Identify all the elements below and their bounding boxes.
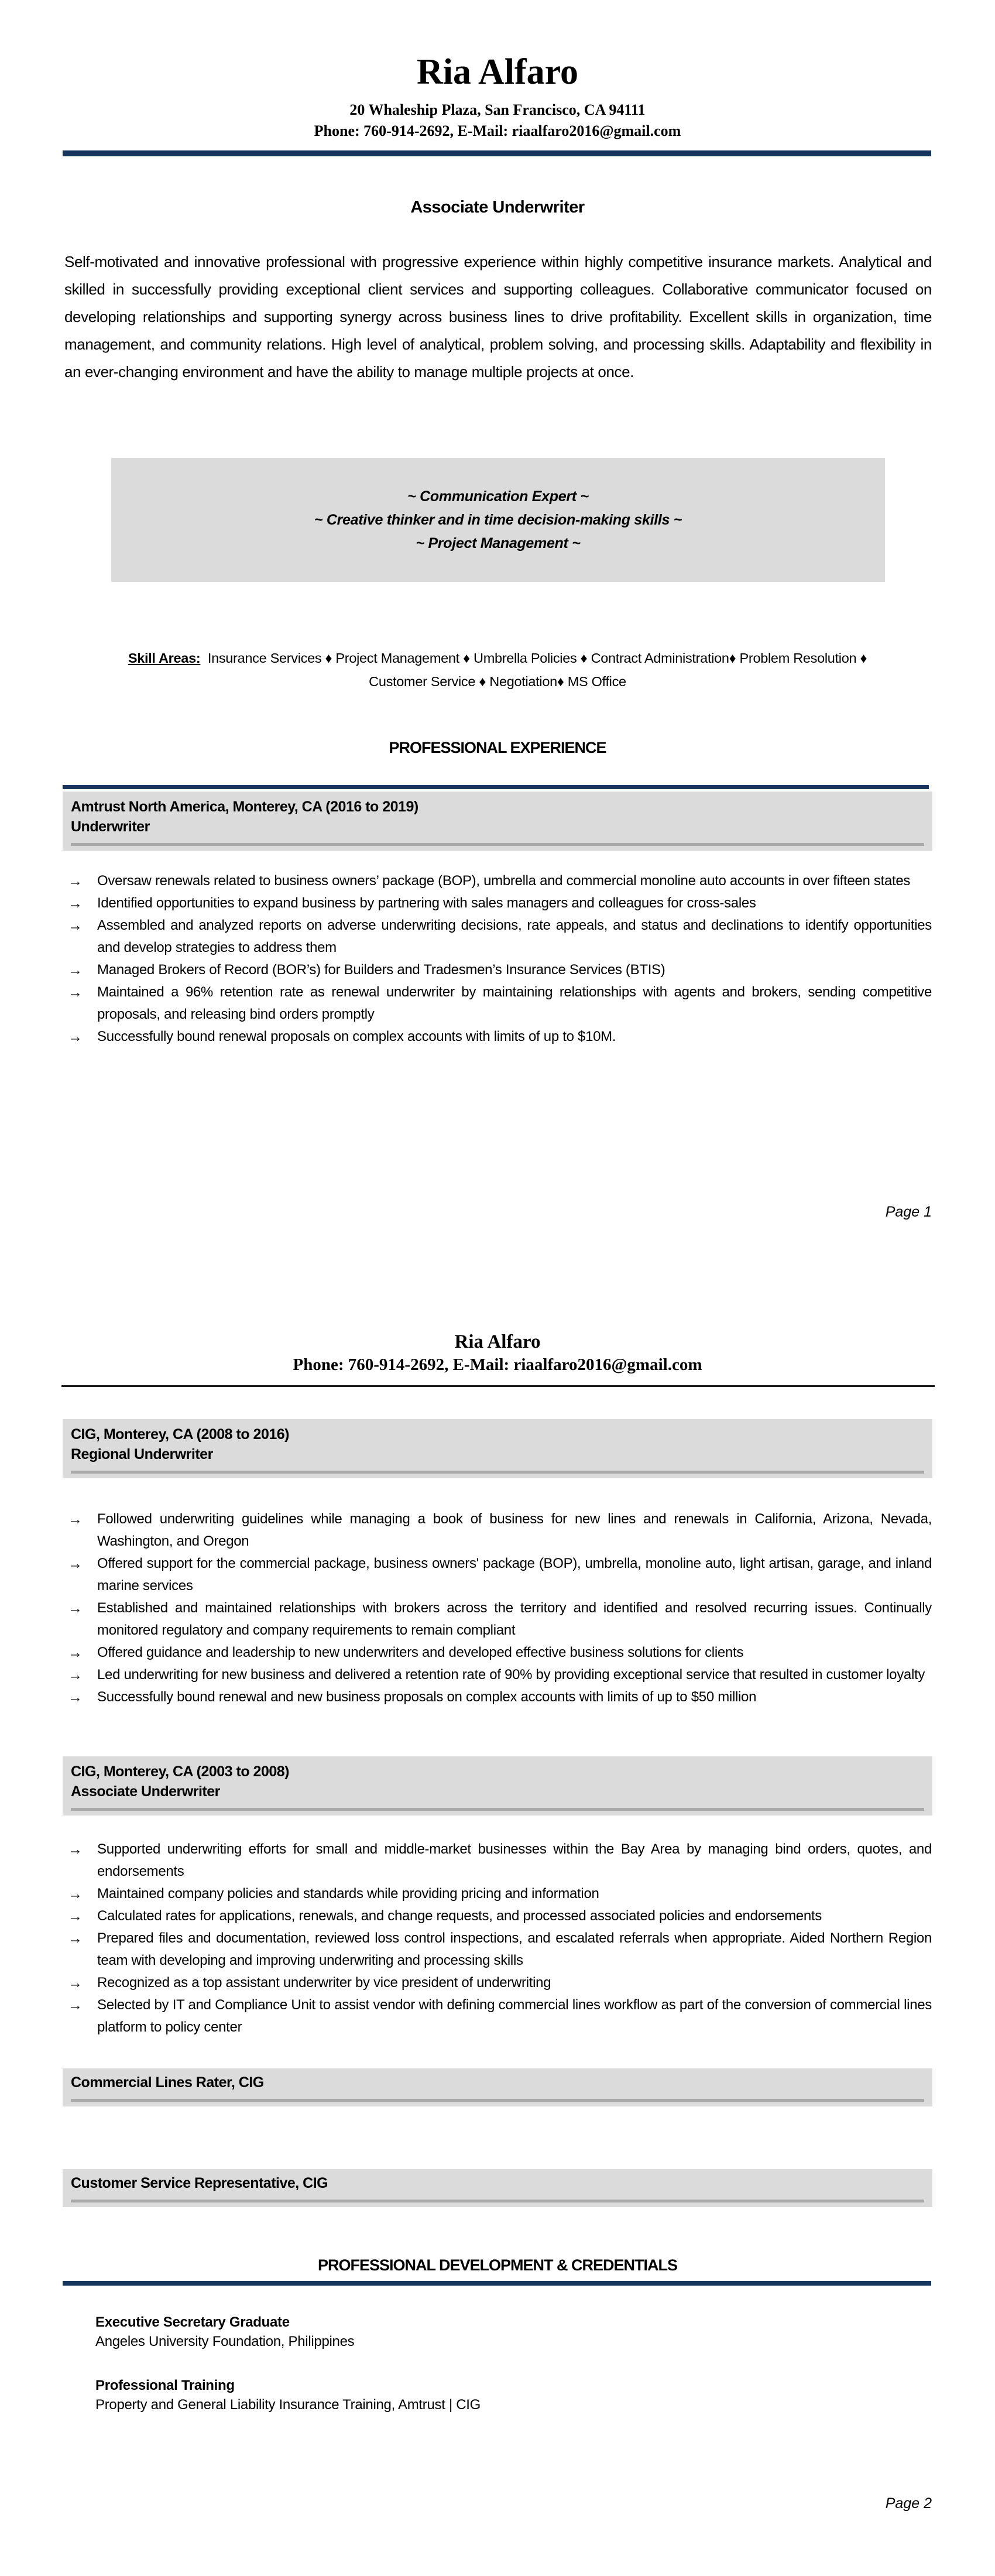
- jobbox-bottom-stripe: [71, 843, 924, 846]
- arrow-bullet-icon: →: [68, 1511, 83, 1527]
- highlight-line: ~ Communication Expert ~: [407, 488, 589, 505]
- bullet-item: [64, 870, 932, 892]
- bullet-text: Successfully bound renewal and new business proposals on complex accounts with limits of up to $50 million: [97, 1689, 757, 1705]
- arrow-bullet-icon: →: [68, 1886, 83, 1902]
- arrow-bullet-icon: →: [68, 1841, 83, 1858]
- job-header-cig-associate: [63, 1756, 932, 1815]
- page2-footer: Page 2: [885, 2495, 932, 2512]
- bullet-text: Offered guidance and leadership to new underwriters and developed effective business solutions for clients: [97, 1645, 744, 1660]
- bullet-item: [64, 1686, 932, 1708]
- job-bullets-cig-associate: [64, 1838, 932, 2039]
- arrow-bullet-icon: →: [68, 1908, 83, 1924]
- arrow-bullet-icon: →: [68, 1029, 83, 1045]
- bullet-text: Established and maintained relationships with brokers across the territory and identified and resolved recurring issues. Continually monitored regulatory and company requirements to remain compliant: [97, 1600, 932, 1638]
- bullet-item: [64, 1972, 932, 1994]
- job-bullets-amtrust: [64, 870, 932, 1048]
- page1-header: [0, 52, 995, 142]
- skill-areas: [63, 646, 932, 693]
- bullet-text: Supported underwriting efforts for small and middle-market businesses within the Bay Area by managing bind orders, quotes, and endorsements: [97, 1841, 932, 1879]
- page1-footer: Page 1: [885, 1204, 932, 1220]
- jobbox-bottom-stripe: [71, 1808, 924, 1811]
- credential-title: Professional Training: [95, 2378, 235, 2393]
- header-divider-rule: [63, 150, 931, 156]
- credential-title: Executive Secretary Graduate: [95, 2314, 290, 2330]
- highlight-line: ~ Creative thinker and in time decision-making skills ~: [314, 512, 682, 528]
- bullet-item: [64, 1838, 932, 1883]
- bullet-item: [64, 981, 932, 1026]
- jobbox-bottom-stripe: [71, 2099, 924, 2102]
- arrow-bullet-icon: →: [68, 984, 83, 1001]
- page1-address: 20 Whaleship Plaza, San Francisco, CA 94111: [349, 101, 646, 118]
- arrow-bullet-icon: →: [68, 917, 83, 934]
- arrow-bullet-icon: →: [68, 873, 83, 889]
- job-header-amtrust: [63, 792, 932, 851]
- page2-header-rule: [61, 1385, 935, 1387]
- page2-name: Ria Alfaro: [454, 1331, 541, 1352]
- bullet-text: Followed underwriting guidelines while managing a book of business for new lines and renewals in California, Arizona, Nevada, Washington, and Oregon: [97, 1511, 932, 1549]
- credential-detail: Angeles University Foundation, Philippines: [95, 2334, 355, 2349]
- credential-detail: Property and General Liability Insurance Training, Amtrust | CIG: [95, 2397, 481, 2413]
- skill-areas-line1: [63, 646, 932, 670]
- bullet-text: Successfully bound renewal proposals on complex accounts with limits of up to $10M.: [97, 1029, 616, 1044]
- spacer: [95, 2351, 915, 2376]
- bullet-item: [64, 1927, 932, 1972]
- arrow-bullet-icon: →: [68, 1689, 83, 1705]
- page2-header: [0, 1330, 995, 1376]
- bullet-item: [64, 1642, 932, 1664]
- arrow-bullet-icon: →: [68, 1975, 83, 1991]
- bullet-item: [64, 1905, 932, 1927]
- bullet-text: Managed Brokers of Record (BOR’s) for Builders and Tradesmen’s Insurance Services (BTIS): [97, 962, 665, 978]
- credentials-list: [95, 2313, 915, 2414]
- bullet-item: [64, 892, 932, 914]
- job-company: CIG, Monterey, CA (2003 to 2008): [71, 1763, 290, 1780]
- arrow-bullet-icon: →: [68, 1667, 83, 1683]
- arrow-bullet-icon: →: [68, 962, 83, 978]
- bullet-item: [64, 959, 932, 981]
- bullet-item: [64, 1508, 932, 1553]
- bullet-text: Assembled and analyzed reports on adverse underwriting decisions, rate appeals, and status and declinations to identify opportunities and develop strategies to address them: [97, 917, 932, 955]
- arrow-bullet-icon: →: [68, 895, 83, 912]
- bullet-item: [64, 1883, 932, 1905]
- job-company: Amtrust North America, Monterey, CA (2016 to 2019): [71, 799, 418, 815]
- role-title: Commercial Lines Rater, CIG: [71, 2074, 264, 2091]
- page1-name: Ria Alfaro: [416, 52, 579, 92]
- bullet-text: Calculated rates for applications, renewals, and change requests, and processed associated policies and endorsements: [97, 1908, 822, 1924]
- job-role: Regional Underwriter: [71, 1446, 213, 1462]
- page2-phone: Phone: 760-914-2692, E-Mail: riaalfaro2016@gmail.com: [293, 1355, 702, 1374]
- bullet-item: [64, 1553, 932, 1597]
- job-role: Associate Underwriter: [71, 1783, 220, 1800]
- arrow-bullet-icon: →: [68, 1997, 83, 2013]
- section-heading-experience: PROFESSIONAL EXPERIENCE: [389, 739, 606, 756]
- bullet-text: Prepared files and documentation, reviewed loss control inspections, and escalated referrals when appropriate. Aided Northern Region team with developing and improving underwriting and processing skills: [97, 1930, 932, 1968]
- bullet-text: Recognized as a top assistant underwriter by vice president of underwriting: [97, 1975, 551, 1991]
- highlights-box: [111, 458, 885, 582]
- job-bullets-cig-regional: [64, 1508, 932, 1708]
- skill-areas-label: Skill Areas:: [128, 650, 201, 666]
- bullet-item: [64, 1026, 932, 1048]
- jobbox-bottom-stripe: [71, 2200, 924, 2202]
- highlight-line: ~ Project Management ~: [416, 535, 581, 551]
- experience-divider-rule: [63, 785, 929, 789]
- bullet-item: [64, 914, 932, 959]
- bullet-item: [64, 1664, 932, 1686]
- page-title: Associate Underwriter: [410, 198, 585, 217]
- arrow-bullet-icon: →: [68, 1600, 83, 1616]
- bullet-text: Offered support for the commercial package, business owners' package (BOP), umbrella, monoline auto, light artisan, garage, and inland marine services: [97, 1556, 932, 1594]
- arrow-bullet-icon: →: [68, 1645, 83, 1661]
- arrow-bullet-icon: →: [68, 1930, 83, 1947]
- job-company: CIG, Monterey, CA (2008 to 2016): [71, 1426, 290, 1443]
- bullet-text: Selected by IT and Compliance Unit to assist vendor with defining commercial lines workflow as part of the conversion of commercial lines platform to policy center: [97, 1997, 932, 2035]
- page1-phone: Phone: 760-914-2692, E-Mail: riaalfaro2016@gmail.com: [314, 122, 681, 139]
- job-header-cig-regional: [63, 1419, 932, 1478]
- arrow-bullet-icon: →: [68, 1556, 83, 1572]
- jobbox-bottom-stripe: [71, 1471, 924, 1474]
- section-heading-credentials: PROFESSIONAL DEVELOPMENT & CREDENTIALS: [317, 2256, 678, 2274]
- skill-areas-text: Insurance Services ♦ Project Management ♦ Umbrella Policies ♦ Contract Administration♦ Problem Resolution ♦: [207, 650, 867, 666]
- role-bar-customer-service-rep: [63, 2169, 932, 2207]
- bullet-text: Oversaw renewals related to business owners’ package (BOP), umbrella and commercial monoline auto accounts in over fifteen states: [97, 873, 911, 889]
- summary-paragraph: Self-motivated and innovative professional with progressive experience within highly competitive insurance markets. Analytical and skilled in successfully providing exceptional client services and supporting colleagues. Collaborative communicator focused on developing relationships and supporting synergy across business lines to drive profitability. Excellent skills in organization, time management, and community relations. High level of analytical, problem solving, and processing skills. Adaptability and flexibility in an ever-changing environment and have the ability to manage multiple projects at once.: [64, 253, 932, 381]
- skill-areas-line2: Customer Service ♦ Negotiation♦ MS Office: [369, 674, 626, 689]
- bullet-text: Maintained a 96% retention rate as renewal underwriter by maintaining relationships with agents and brokers, sending competitive proposals, and releasing bind orders promptly: [97, 984, 932, 1022]
- role-bar-commercial-lines-rater: [63, 2068, 932, 2106]
- bullet-item: [64, 1597, 932, 1642]
- role-title: Customer Service Representative, CIG: [71, 2175, 328, 2191]
- job-role: Underwriter: [71, 818, 150, 835]
- bullet-text: Identified opportunities to expand business by partnering with sales managers and colleagues for cross-sales: [97, 895, 756, 911]
- bullet-text: Led underwriting for new business and delivered a retention rate of 90% by providing exceptional service that resulted in customer loyalty: [97, 1667, 925, 1683]
- bullet-text: Maintained company policies and standards while providing pricing and information: [97, 1886, 599, 1902]
- credentials-divider-rule: [63, 2281, 931, 2286]
- bullet-item: [64, 1994, 932, 2039]
